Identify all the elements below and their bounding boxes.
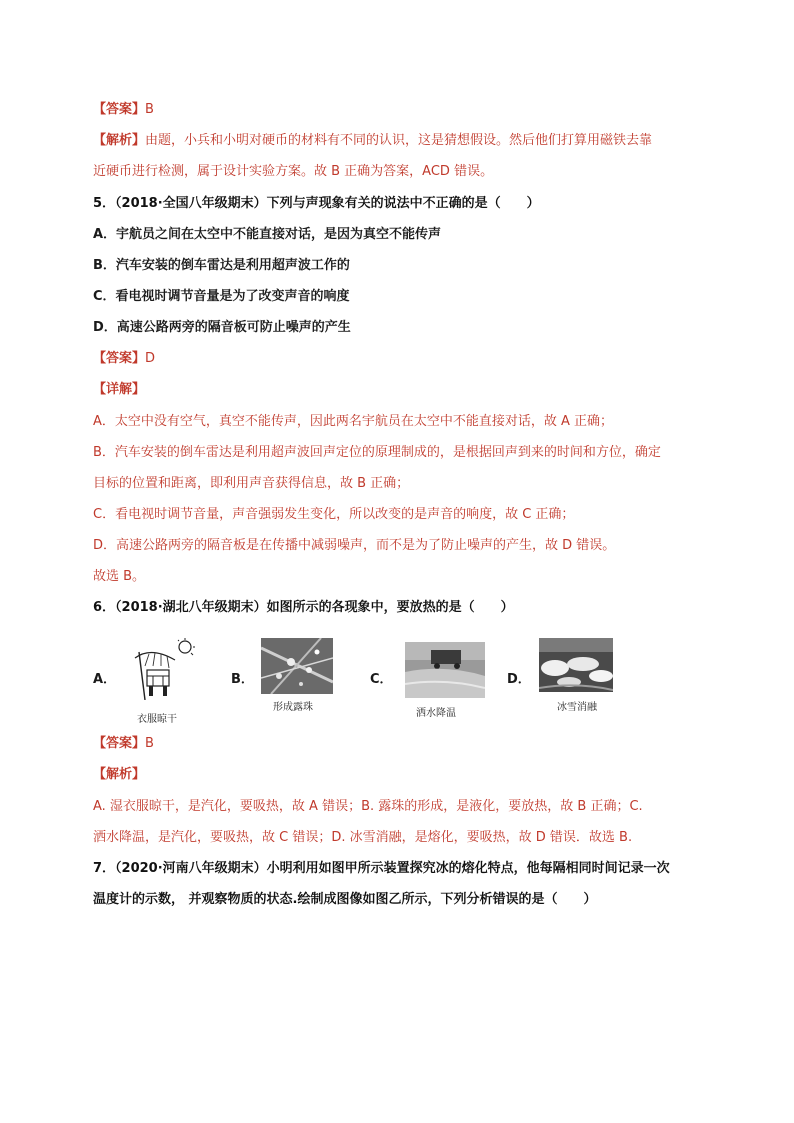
answer-value: D: [145, 351, 156, 366]
q5-option-b: B．汽车安装的倒车雷达是利用超声波工作的: [93, 258, 350, 273]
option-caption: 冰雪消融: [557, 702, 597, 713]
q6-option-b: [231, 634, 351, 726]
q5-option-d: D．高速公路两旁的隔音板可防止噪声的产生: [93, 320, 351, 335]
option-letter: A．: [93, 672, 117, 687]
q5-option-a: A．宇航员之间在太空中不能直接对话，是因为真空不能传声: [93, 227, 442, 242]
option-letter: B．: [231, 672, 254, 687]
option-letter: D．: [507, 672, 531, 687]
q7-stem-line-1: 7．（2020·河南八年级期末）小明利用如图甲所示装置探究冰的熔化特点，他每隔相同时间记录一次: [93, 861, 670, 876]
q5-option-c: C．看电视时调节音量是为了改变声音的响度: [93, 289, 350, 304]
clothes-drying-image: [131, 638, 195, 700]
q5-stem: 5．（2018·全国八年级期末）下列与声现象有关的说法中不正确的是（ ）: [93, 196, 540, 211]
q4-analysis-line-1: [93, 132, 713, 150]
answer-tag: 【答案】: [93, 736, 146, 751]
q5-detail-line: D．高速公路两旁的隔音板是在传播中减弱噪声，而不是为了防止噪声的产生，故 D 错误。: [93, 538, 616, 553]
answer-tag: 【答案】: [93, 102, 146, 117]
answer-value: B: [145, 736, 154, 751]
q7-stem-line-2: 温度计的示数， 并观察物质的状态.绘制成图像如图乙所示，下列分析错误的是（ ）: [93, 892, 597, 907]
q6-answer: [93, 735, 713, 753]
analysis-tag: 【解析】: [93, 133, 146, 148]
q6-option-d: [507, 634, 637, 726]
q4-answer: [93, 101, 713, 119]
q6-analysis-tag: 【解析】: [93, 767, 146, 782]
q6-option-a: [93, 634, 213, 726]
option-letter: C．: [370, 672, 393, 687]
q4-analysis-line-2: 近硬币进行检测，属于设计实验方案。故 B 正确为答案，ACD 错误。: [93, 164, 494, 179]
q5-detail-tag: 【详解】: [93, 382, 146, 397]
q6-analysis-line-1: A. 湿衣服晾干，是汽化，要吸热，故 A 错误；B. 露珠的形成，是液化，要放热，故 B 正确；C.: [93, 799, 643, 814]
q5-detail-line: 目标的位置和距离，即利用声音获得信息，故 B 正确；: [93, 476, 410, 491]
q5-detail-line: B．汽车安装的倒车雷达是利用超声波回声定位的原理制成的，是根据回声到来的时间和方位，确定: [93, 445, 661, 460]
analysis-text: 由题，小兵和小明对硬币的材料有不同的认识，这是猜想假设。然后他们打算用磁铁去靠: [145, 133, 653, 148]
water-spraying-image: [405, 642, 485, 698]
answer-tag: 【答案】: [93, 351, 146, 366]
option-caption: 洒水降温: [416, 708, 456, 719]
q6-stem: 6．（2018·湖北八年级期末）如图所示的各现象中，要放热的是（ ）: [93, 600, 514, 615]
option-caption: 形成露珠: [273, 702, 313, 713]
q5-conclusion: 故选 B。: [93, 569, 146, 584]
q6-analysis-line-2: 洒水降温，是汽化，要吸热，故 C 错误；D. 冰雪消融，是熔化，要吸热，故 D 错误．故选 B.: [93, 830, 633, 845]
dew-drops-image: [261, 638, 333, 694]
snow-melting-image: [539, 638, 613, 692]
q5-detail-line: A．太空中没有空气，真空不能传声，因此两名宇航员在太空中不能直接对话，故 A 正确；: [93, 414, 614, 429]
answer-value: B: [145, 102, 154, 117]
q6-option-images: [93, 634, 713, 726]
q5-answer: [93, 350, 713, 368]
q5-detail-line: C．看电视时调节音量，声音强弱发生变化，所以改变的是声音的响度，故 C 正确；: [93, 507, 575, 522]
option-caption: 衣服晾干: [137, 714, 177, 725]
q6-option-c: [370, 634, 490, 726]
